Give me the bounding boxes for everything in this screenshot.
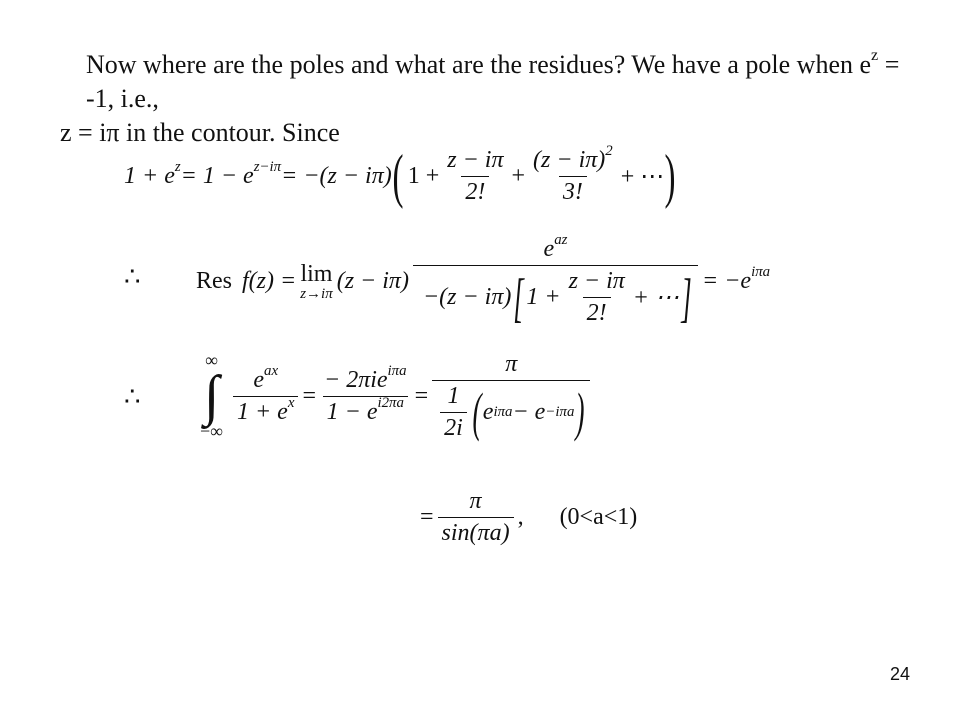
intro-text (60, 47, 926, 150)
therefore-symbol-2: ∴ (124, 382, 141, 411)
fraction-term2: $\frac{(z - i\pi)^2}{3!}$ (533, 142, 613, 205)
intro-line2: z = iπ in the contour. Since (60, 118, 340, 147)
therefore-symbol: ∴ (124, 262, 141, 291)
fraction-contour: $\frac{- 2\pi ie^{i\pi a}}{1 - e^{i2\pi a}}$ (324, 362, 407, 425)
equation-integral: ∞ ∫ −∞ $\frac{e^{ax}}{1 + e^x}$ = $\frac{- 2\pi ie^{i\pi a}}{1 - e^{i2\pi a}}$ = π $\frac{1}{2i}$ ( e iπa − e −iπa ) (200, 350, 594, 442)
equation-residue: Res f(z) = lim z→iπ (z − iπ) $e^{az}$ −(z − iπ) [ 1 + $\frac{z - i\pi}{2!}$ + ⋯ ] = $-e^{i\pi a}$ (196, 232, 771, 328)
fraction-integrand: $\frac{e^{ax}}{1 + e^x}$ (233, 367, 298, 426)
condition: (0<a<1) (559, 504, 638, 530)
equation-expansion: $1 + e^z$ = $1 - e^{z-i\pi}$ = −(z − iπ) ( 1 + $\frac{z - i\pi}{2!}$ + $\frac{(z - i\pi)^2}{3!}$ + ⋯ ) (124, 142, 676, 209)
fraction-term1: $\frac{z - i\pi}{2!}$ (447, 146, 504, 205)
intro-line1: Now where are the poles and what are the residues? We have a pole when $e^z = -1$, i.e., (86, 47, 900, 113)
equation-final: = $\frac{\pi}{\sin(\pi a)}$ , (0<a<1) (420, 488, 638, 546)
limit-operator: lim z→iπ (300, 260, 333, 302)
fraction-result: π $\frac{1}{2i}$ ( e iπa − e −iπa ) (432, 351, 590, 442)
fraction-residue: $e^{az}$ −(z − iπ) [ 1 + $\frac{z - i\pi}{2!}$ + ⋯ ] (413, 236, 698, 327)
page-number: 24 (889, 664, 910, 684)
fraction-final: $\frac{\pi}{\sin(\pi a)}$ (438, 488, 514, 547)
integral-sign: ∞ ∫ −∞ (200, 350, 223, 442)
